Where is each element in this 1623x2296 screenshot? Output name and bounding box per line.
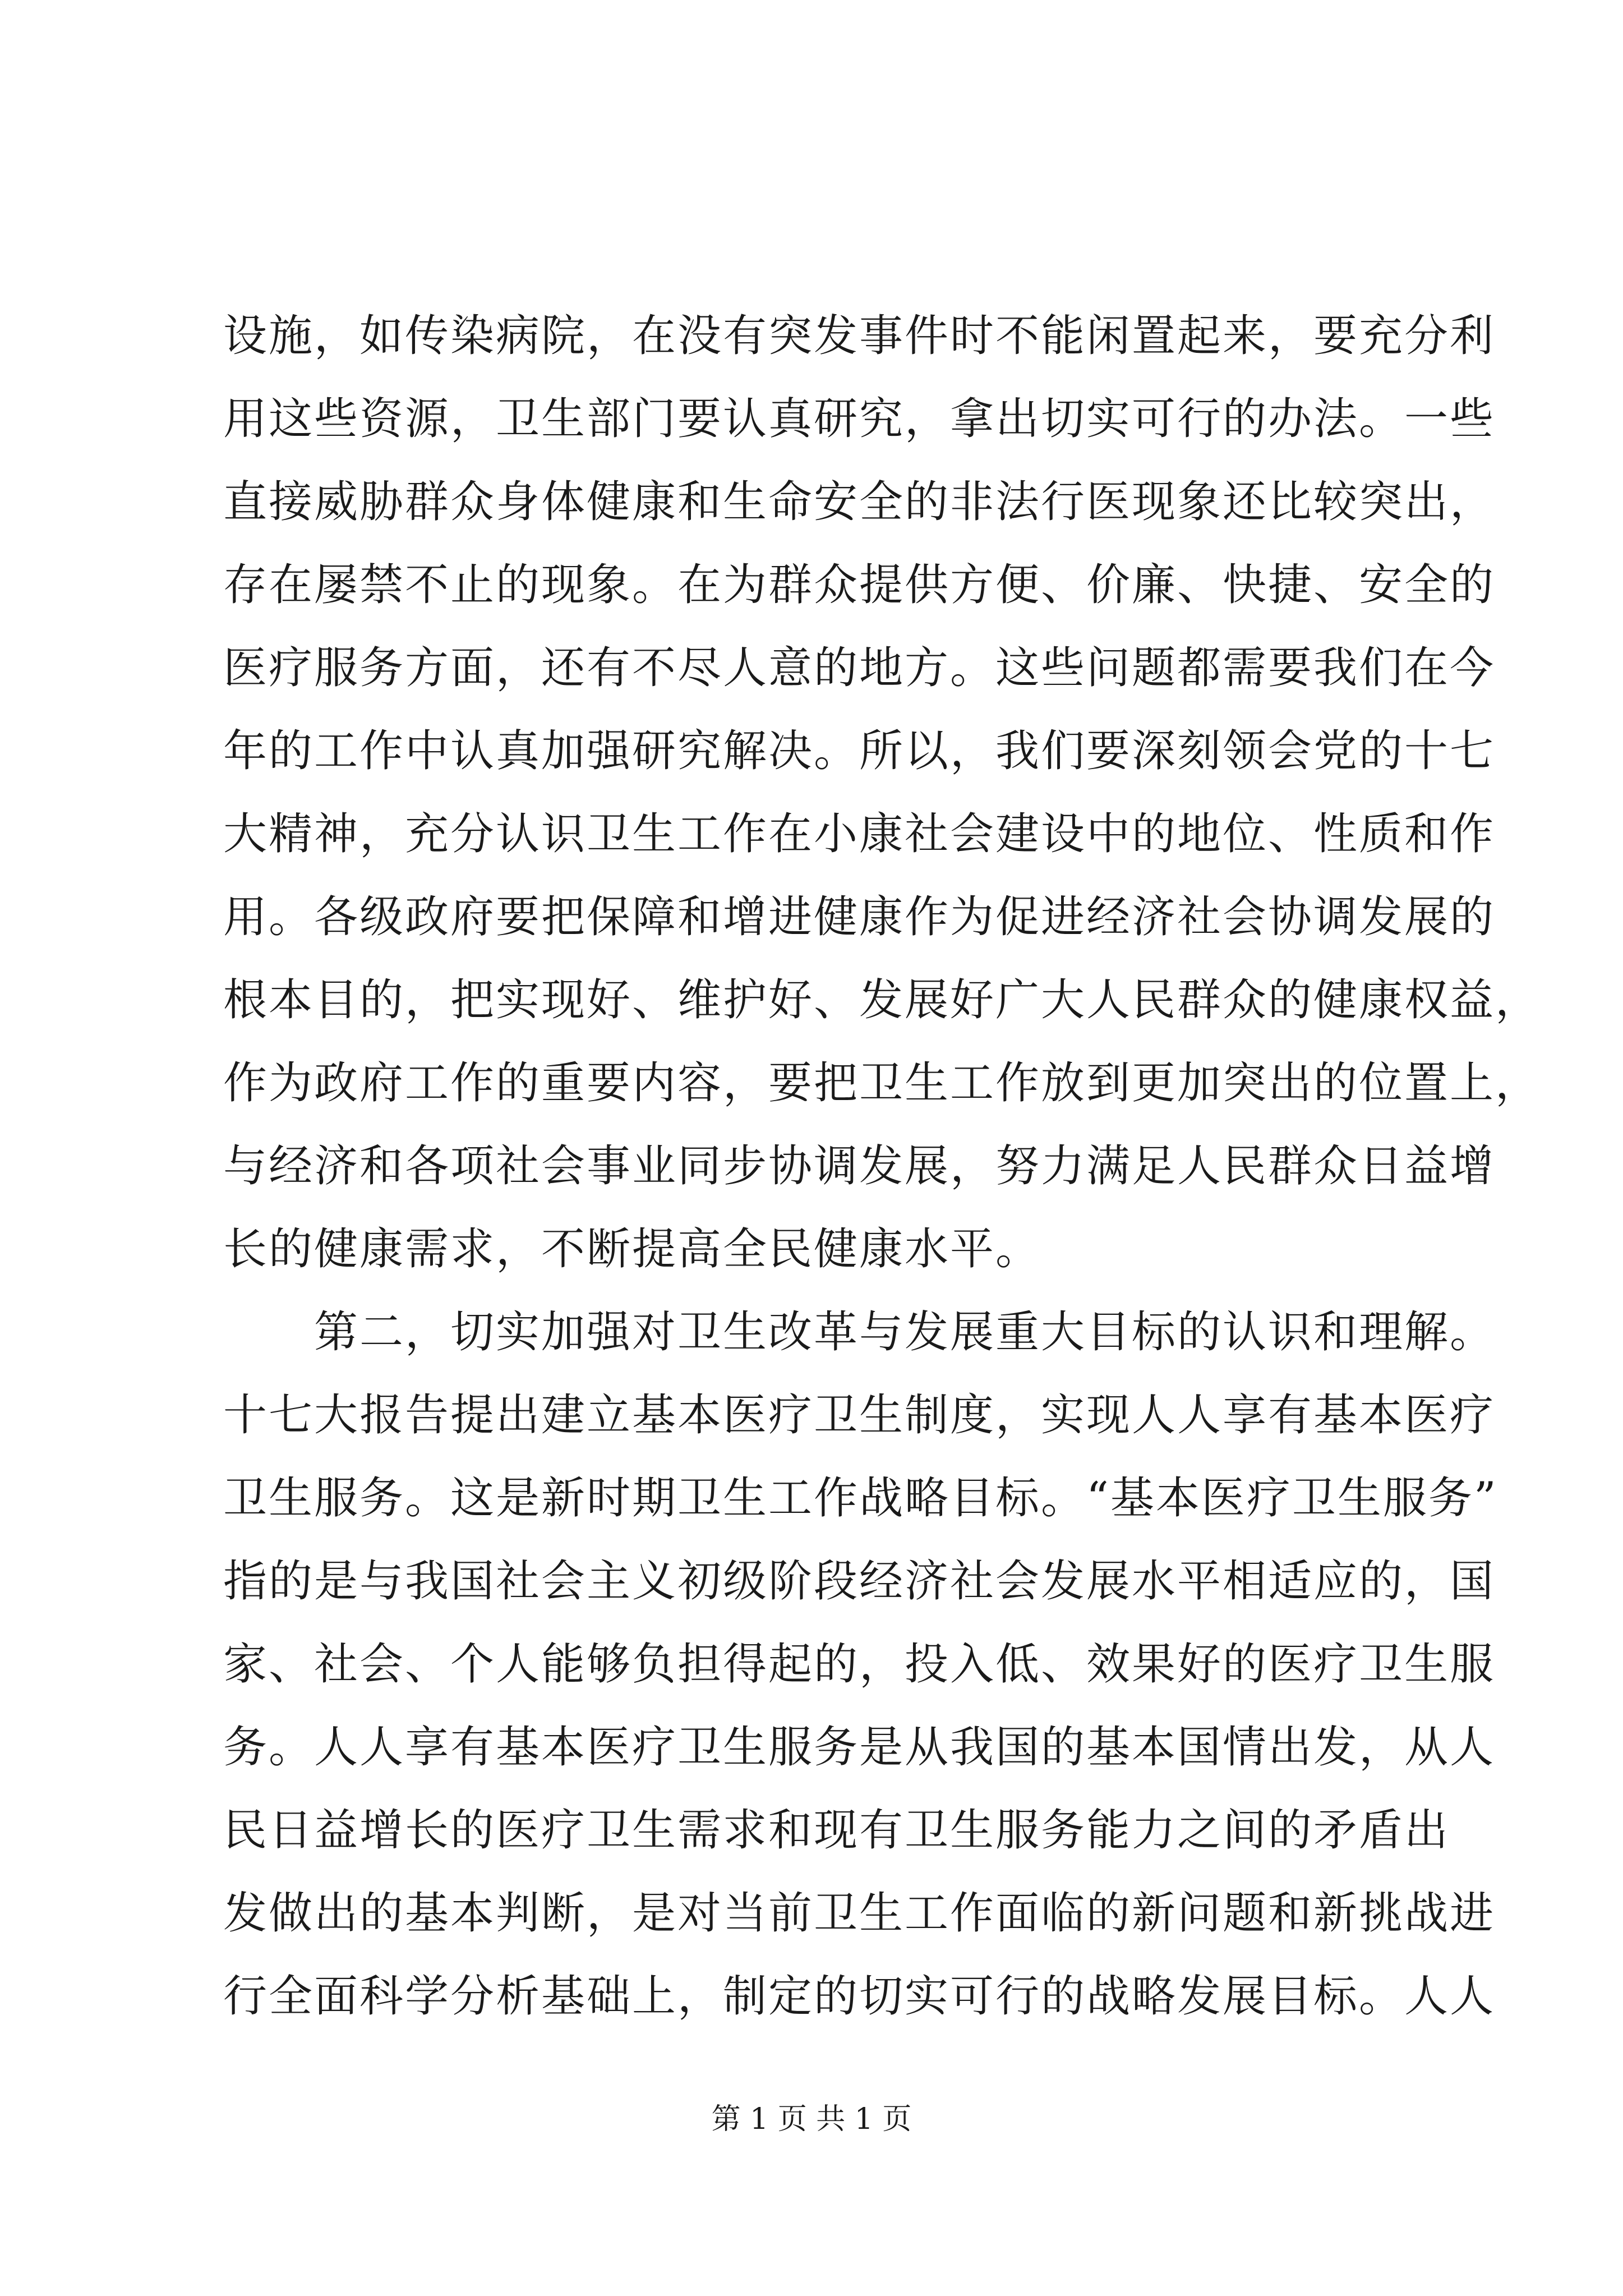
text-line: 用。各级政府要把保障和增进健康作为促进经济社会协调发展的 — [223, 892, 1496, 942]
text-line: 年的工作中认真加强研究解决。所以，我们要深刻领会党的十七 — [223, 726, 1496, 776]
text-line: 根本目的，把实现好、维护好、发展好广大人民群众的健康权益， — [223, 975, 1541, 1025]
text-line: 大精神，充分认识卫生工作在小康社会建设中的地位、性质和作 — [223, 809, 1496, 859]
text-line: 民日益增长的医疗卫生需求和现有卫生服务能力之间的矛盾出 — [223, 1805, 1450, 1856]
text-line: 设施，如传染病院，在没有突发事件时不能闲置起来，要充分利 — [223, 311, 1496, 361]
text-line: 指的是与我国社会主义初级阶段经济社会发展水平相适应的，国 — [223, 1556, 1496, 1607]
text-line: 作为政府工作的重要内容，要把卫生工作放到更加突出的位置上， — [223, 1058, 1541, 1108]
text-line: 与经济和各项社会事业同步协调发展，努力满足人民群众日益增 — [223, 1141, 1496, 1191]
page-footer: 第 1 页 共 1 页 — [711, 2102, 912, 2136]
text-line: 长的健康需求，不断提高全民健康水平。 — [223, 1224, 1041, 1274]
text-line: 行全面科学分析基础上，制定的切实可行的战略发展目标。人人 — [223, 1971, 1496, 2022]
text-line: 第二，切实加强对卫生改革与发展重大目标的认识和理解。 — [223, 1307, 1496, 1358]
text-line: 发做出的基本判断，是对当前卫生工作面临的新问题和新挑战进 — [223, 1888, 1496, 1939]
text-line: 十七大报告提出建立基本医疗卫生制度，实现人人享有基本医疗 — [223, 1390, 1496, 1441]
text-line: 卫生服务。这是新时期卫生工作战略目标。“基本医疗卫生服务” — [223, 1473, 1498, 1524]
text-line: 存在屡禁不止的现象。在为群众提供方便、价廉、快捷、安全的 — [223, 560, 1496, 610]
text-line: 用这些资源，卫生部门要认真研究，拿出切实可行的办法。一些 — [223, 394, 1496, 444]
text-line: 家、社会、个人能够负担得起的，投入低、效果好的医疗卫生服 — [223, 1639, 1496, 1690]
text-line: 务。人人享有基本医疗卫生服务是从我国的基本国情出发，从人 — [223, 1722, 1496, 1773]
text-line: 医疗服务方面，还有不尽人意的地方。这些问题都需要我们在今 — [223, 643, 1496, 693]
text-line: 直接威胁群众身体健康和生命安全的非法行医现象还比较突出， — [223, 477, 1496, 527]
